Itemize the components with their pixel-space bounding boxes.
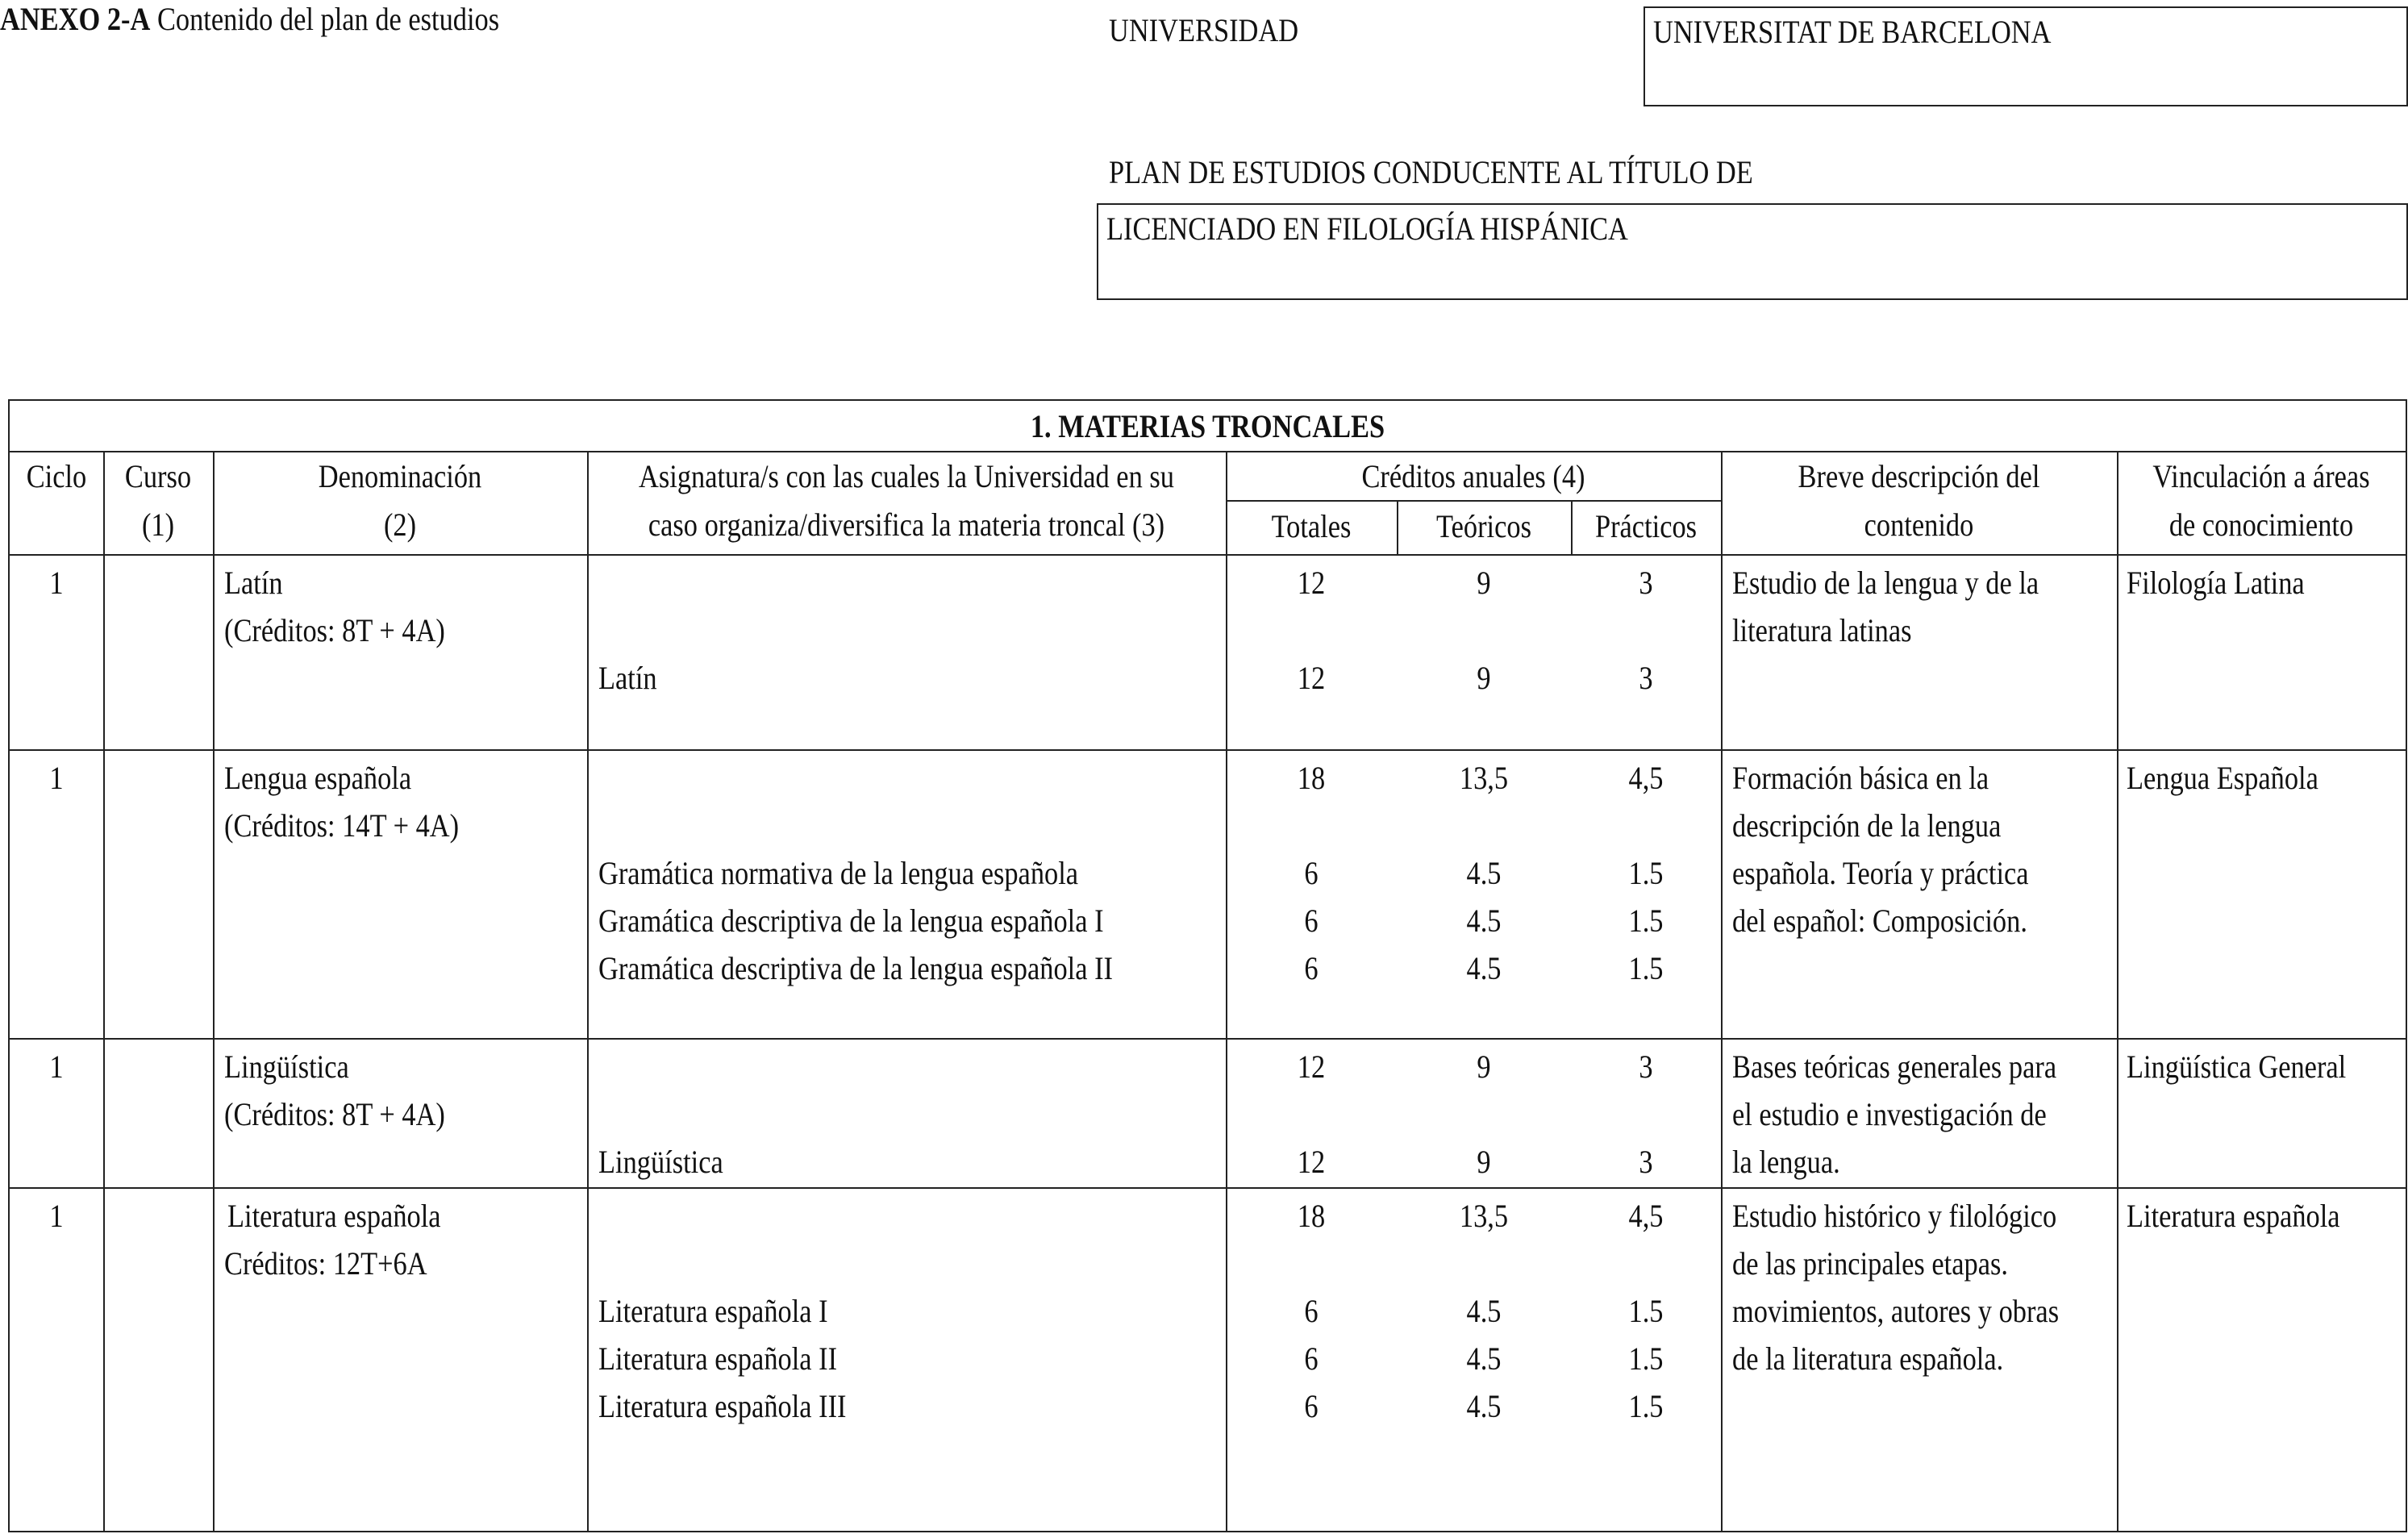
subject-teoricos: 9 — [1477, 1144, 1491, 1180]
row-descripcion-line: el estudio e investigación de — [1732, 1096, 2047, 1132]
row-ciclo: 1 — [49, 565, 64, 601]
row-teoricos: 13,5 — [1459, 1198, 1509, 1234]
materias-troncales-table — [8, 399, 2407, 1532]
subject-teoricos: 4.5 — [1466, 950, 1502, 986]
subject-totales: 6 — [1304, 950, 1319, 986]
annex-label: ANEXO 2-A — [0, 1, 151, 37]
row-descripcion-line: literatura latinas — [1732, 612, 1912, 648]
subject-practicos: 1.5 — [1628, 1293, 1664, 1329]
annex-description: Contenido del plan de estudios — [156, 1, 500, 37]
row-practicos: 3 — [1639, 1048, 1653, 1085]
subject-totales: 6 — [1304, 1293, 1319, 1329]
header-denominacion: Denominación — [318, 458, 482, 494]
subject-teoricos: 4.5 — [1466, 1340, 1502, 1377]
row-ciclo: 1 — [49, 1198, 64, 1234]
subject-teoricos: 4.5 — [1466, 1293, 1502, 1329]
subject-practicos: 3 — [1639, 660, 1653, 696]
row-totales: 12 — [1297, 565, 1326, 601]
row-descripcion-line: de las principales etapas. — [1732, 1245, 2008, 1282]
header-descripcion: Breve descripción del — [1798, 458, 2040, 494]
subject-name: Literatura española III — [598, 1388, 847, 1424]
row-denominacion: Lingüística — [224, 1048, 349, 1085]
university-label: UNIVERSIDAD — [1109, 12, 1299, 48]
row-ciclo: 1 — [49, 1048, 64, 1085]
row-creditos-note: (Créditos: 8T + 4A) — [224, 1096, 445, 1132]
header-vinculacion: Vinculación a áreas — [2152, 458, 2370, 494]
row-practicos: 3 — [1639, 565, 1653, 601]
subject-totales: 6 — [1304, 1388, 1319, 1424]
row-vinculacion: Literatura española — [2127, 1198, 2340, 1234]
row-descripcion-line: Estudio de la lengua y de la — [1732, 565, 2039, 601]
subject-name: Literatura española I — [598, 1293, 828, 1329]
row-descripcion-line: la lengua. — [1732, 1144, 1840, 1180]
subject-name: Literatura española II — [598, 1340, 838, 1377]
subject-name: Gramática descriptiva de la lengua española II — [598, 950, 1114, 986]
row-denominacion: Lengua española — [224, 760, 412, 796]
row-denominacion: Latín — [224, 565, 283, 601]
header-creditos: Créditos anuales (4) — [1361, 458, 1585, 494]
header-teoricos: Teóricos — [1436, 508, 1531, 544]
subject-practicos: 1.5 — [1628, 855, 1664, 891]
row-descripcion-line: del español: Composición. — [1732, 902, 2027, 939]
row-descripcion-line: Bases teóricas generales para — [1732, 1048, 2057, 1085]
header-practicos: Prácticos — [1594, 508, 1698, 544]
row-totales: 18 — [1297, 760, 1326, 796]
subject-totales: 12 — [1297, 1144, 1326, 1180]
row-descripcion-line: española. Teoría y práctica — [1732, 855, 2029, 891]
university-box — [1644, 6, 2408, 106]
header-totales: Totales — [1271, 508, 1352, 544]
row-descripcion-line: Formación básica en la — [1732, 760, 1989, 796]
row-descripcion-line: de la literatura española. — [1732, 1340, 2004, 1377]
subject-name: Latín — [598, 660, 657, 696]
header-curso: Curso — [124, 458, 192, 494]
subject-practicos: 1.5 — [1628, 1388, 1664, 1424]
subject-teoricos: 4.5 — [1466, 1388, 1502, 1424]
university-value: UNIVERSITAT DE BARCELONA — [1653, 14, 2052, 50]
subject-teoricos: 4.5 — [1466, 855, 1502, 891]
header-denominacion-note: (2) — [383, 506, 417, 543]
table-title: 1. MATERIAS TRONCALES — [1030, 408, 1385, 444]
row-practicos: 4,5 — [1628, 760, 1664, 796]
subject-name: Gramática descriptiva de la lengua española I — [598, 902, 1104, 939]
subject-teoricos: 4.5 — [1466, 902, 1502, 939]
subject-practicos: 1.5 — [1628, 1340, 1664, 1377]
row-descripcion-line: descripción de la lengua — [1732, 807, 2002, 844]
subject-practicos: 1.5 — [1628, 902, 1664, 939]
row-teoricos: 13,5 — [1459, 760, 1509, 796]
subject-totales: 6 — [1304, 855, 1319, 891]
subject-name: Lingüística — [598, 1144, 723, 1180]
row-teoricos: 9 — [1477, 1048, 1491, 1085]
row-creditos-note: (Créditos: 14T + 4A) — [224, 807, 460, 844]
header-curso-note: (1) — [141, 506, 175, 543]
subject-totales: 6 — [1304, 1340, 1319, 1377]
header-ciclo: Ciclo — [26, 458, 87, 494]
subject-totales: 6 — [1304, 902, 1319, 939]
row-teoricos: 9 — [1477, 565, 1491, 601]
degree-box — [1097, 203, 2408, 300]
plan-label: PLAN DE ESTUDIOS CONDUCENTE AL TÍTULO DE — [1109, 154, 1753, 190]
header-descripcion-2: contenido — [1864, 506, 1974, 543]
subject-practicos: 1.5 — [1628, 950, 1664, 986]
row-vinculacion: Lengua Española — [2127, 760, 2318, 796]
row-vinculacion: Lingüística General — [2127, 1048, 2347, 1085]
degree-value: LICENCIADO EN FILOLOGÍA HISPÁNICA — [1106, 211, 1628, 247]
row-vinculacion: Filología Latina — [2127, 565, 2305, 601]
subject-name: Gramática normativa de la lengua española — [598, 855, 1079, 891]
header-asignaturas-2: caso organiza/diversifica la materia troncal (3) — [648, 506, 1165, 543]
subject-practicos: 3 — [1639, 1144, 1653, 1180]
row-creditos-note: (Créditos: 8T + 4A) — [224, 612, 445, 648]
row-practicos: 4,5 — [1628, 1198, 1664, 1234]
subject-totales: 12 — [1297, 660, 1326, 696]
row-descripcion-line: Estudio histórico y filológico — [1732, 1198, 2057, 1234]
header-vinculacion-2: de conocimiento — [2168, 506, 2354, 543]
annex-heading — [0, 0, 499, 38]
header-asignaturas: Asignatura/s con las cuales la Universidad en su — [639, 458, 1174, 494]
row-creditos-note: Créditos: 12T+6A — [224, 1245, 427, 1282]
row-totales: 18 — [1297, 1198, 1326, 1234]
row-ciclo: 1 — [49, 760, 64, 796]
row-descripcion-line: movimientos, autores y obras — [1732, 1293, 2060, 1329]
subject-teoricos: 9 — [1477, 660, 1491, 696]
row-denominacion: Literatura española — [227, 1198, 441, 1234]
row-totales: 12 — [1297, 1048, 1326, 1085]
